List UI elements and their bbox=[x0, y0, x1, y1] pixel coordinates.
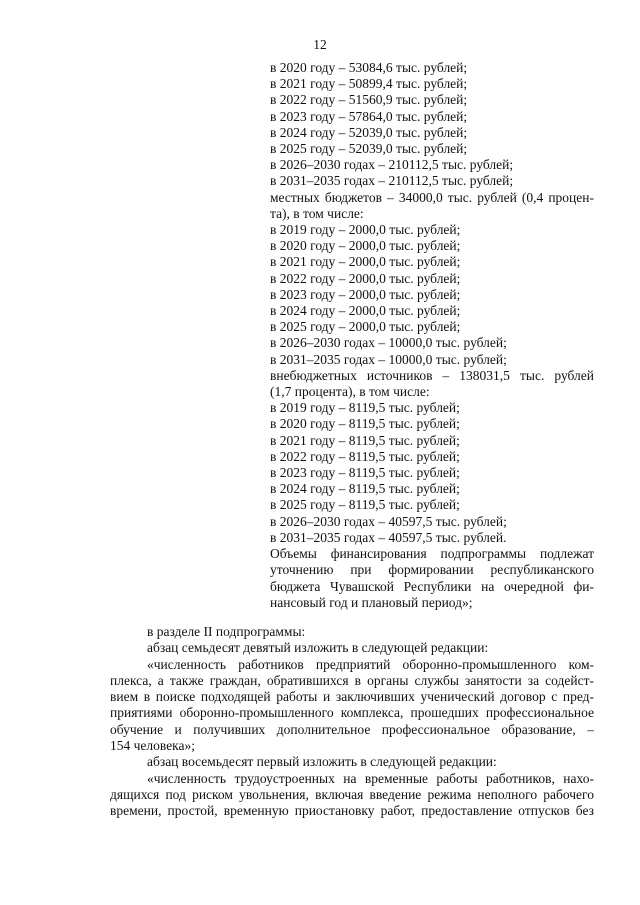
financing-line: в 2022 году – 51560,9 тыс. рублей; bbox=[270, 92, 468, 108]
financing-line: в 2031–2035 годах – 210112,5 тыс. рублей; bbox=[270, 173, 514, 189]
financing-line: в 2025 году – 8119,5 тыс. рублей; bbox=[270, 497, 460, 513]
paragraph-line: приятиями оборонно-промышленного комплекса, прошедших профессиональное bbox=[110, 705, 594, 721]
financing-line: в 2020 году – 2000,0 тыс. рублей; bbox=[270, 238, 461, 254]
paragraph-line: обучение и получивших дополнительное профессиональное образование, – bbox=[110, 721, 594, 737]
financing-line: в 2023 году – 2000,0 тыс. рублей; bbox=[270, 286, 461, 302]
paragraph-line: дящихся под риском увольнения, включая введение режима неполного рабочего bbox=[110, 786, 594, 802]
financing-line: в 2022 году – 2000,0 тыс. рублей; bbox=[270, 270, 461, 286]
financing-line: в 2026–2030 годах – 210112,5 тыс. рублей; bbox=[270, 157, 514, 173]
paragraph-line: времени, простой, временную приостановку работ, предоставление отпусков без bbox=[110, 803, 594, 819]
financing-line: внебюджетных источников – 138031,5 тыс. рублей bbox=[270, 367, 594, 383]
financing-line: в 2020 году – 8119,5 тыс. рублей; bbox=[270, 416, 460, 432]
financing-line: в 2022 году – 8119,5 тыс. рублей; bbox=[270, 448, 460, 464]
financing-line: в 2024 году – 52039,0 тыс. рублей; bbox=[270, 124, 468, 140]
paragraph-line: «численность работников предприятий оборонно-промышленного ком- bbox=[147, 656, 594, 672]
main-text-block bbox=[110, 624, 594, 820]
financing-line: нансовый год и плановый период»; bbox=[270, 594, 473, 610]
financing-line: в 2024 году – 8119,5 тыс. рублей; bbox=[270, 481, 460, 497]
paragraph-line: 154 человека»; bbox=[110, 738, 196, 754]
financing-line: в 2021 году – 8119,5 тыс. рублей; bbox=[270, 432, 460, 448]
paragraph-line: вием в поиске подходящей работы и заключивших ученический договор с пред- bbox=[110, 689, 594, 705]
page-number: 12 bbox=[313, 37, 327, 52]
financing-line: в 2025 году – 2000,0 тыс. рублей; bbox=[270, 319, 461, 335]
financing-line: в 2031–2035 годах – 10000,0 тыс. рублей; bbox=[270, 351, 507, 367]
financing-line: местных бюджетов – 34000,0 тыс. рублей (0,4 процен- bbox=[270, 189, 594, 205]
financing-line: уточнению при формировании республиканского bbox=[270, 562, 594, 578]
financing-line: в 2021 году – 50899,4 тыс. рублей; bbox=[270, 76, 468, 92]
financing-line: в 2023 году – 57864,0 тыс. рублей; bbox=[270, 108, 468, 124]
paragraph-line: абзац семьдесят девятый изложить в следующей редакции: bbox=[147, 640, 489, 656]
financing-line: в 2019 году – 8119,5 тыс. рублей; bbox=[270, 400, 460, 416]
financing-line: (1,7 процента), в том числе: bbox=[270, 384, 430, 400]
financing-line: в 2026–2030 годах – 10000,0 тыс. рублей; bbox=[270, 335, 507, 351]
financing-line: в 2021 году – 2000,0 тыс. рублей; bbox=[270, 254, 461, 270]
financing-line: в 2019 году – 2000,0 тыс. рублей; bbox=[270, 222, 461, 238]
financing-line: в 2031–2035 годах – 40597,5 тыс. рублей. bbox=[270, 529, 507, 545]
paragraph-line: плекса, а также граждан, обратившихся в органы службы занятости за содейст- bbox=[110, 672, 594, 688]
financing-line: Объемы финансирования подпрограммы подлежат bbox=[270, 546, 594, 562]
financing-line: в 2020 году – 53084,6 тыс. рублей; bbox=[270, 60, 468, 75]
paragraph-line: в разделе II подпрограммы: bbox=[147, 624, 306, 639]
paragraph-line: «численность трудоустроенных на временные работы работников, нахо- bbox=[147, 770, 594, 786]
financing-line: в 2024 году – 2000,0 тыс. рублей; bbox=[270, 303, 461, 319]
paragraph-line: абзац восемьдесят первый изложить в следующей редакции: bbox=[147, 754, 497, 770]
financing-block bbox=[270, 60, 594, 611]
financing-line: в 2023 году – 8119,5 тыс. рублей; bbox=[270, 465, 460, 481]
financing-line: в 2025 году – 52039,0 тыс. рублей; bbox=[270, 141, 468, 157]
financing-line: в 2026–2030 годах – 40597,5 тыс. рублей; bbox=[270, 513, 507, 529]
financing-line: та), в том числе: bbox=[270, 205, 364, 221]
financing-line: бюджета Чувашской Республики на очередной фи- bbox=[270, 578, 594, 594]
